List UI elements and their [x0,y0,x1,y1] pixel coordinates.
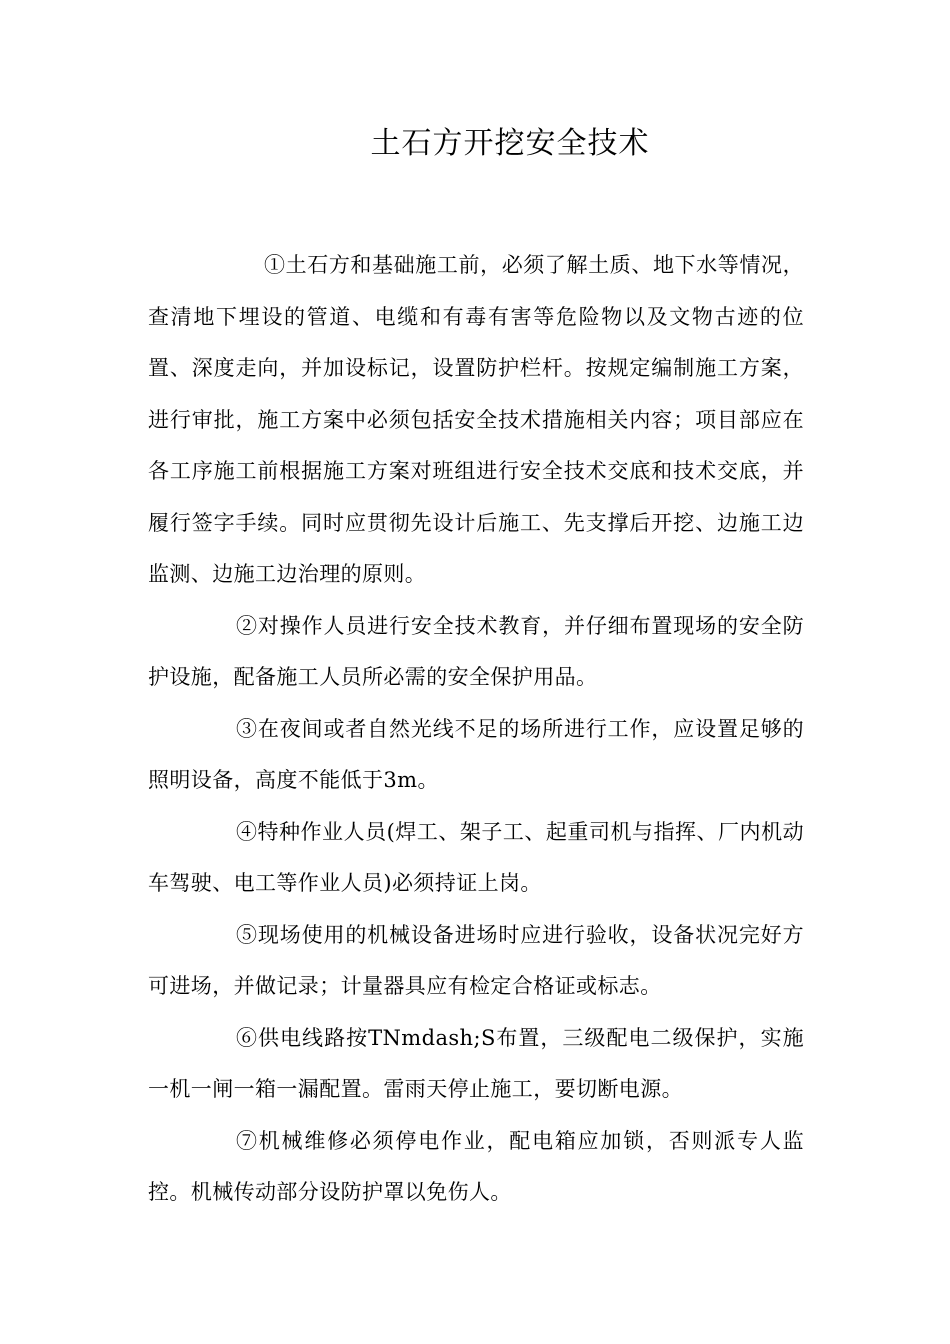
page-title: 土石方开挖安全技术 [370,126,650,161]
paragraph-1: ①土石方和基础施工前，必须了解土质、地下水等情况，查清地下埋设的管道、电缆和有毒有害等危险物以及文物古迹的位置、深度走向，并加设标记，设置防护栏杆。按规定编制施工方案，进行审批，施工方案中必须包括安全技术措施相关内容；项目部应在各工序施工前根据施工方案对班组进行安全技术交底和技术交底，并履行签字手续。同时应贯彻先设计后施工、先支撑后开挖、边施工边监测、边施工边治理的原则。 [148,253,804,586]
paragraph-5: ⑤现场使用的机械设备进场时应进行验收，设备状况完好方可进场，并做记录；计量器具应有检定合格证或标志。 [148,922,804,998]
paragraph-7: ⑦机械维修必须停电作业，配电箱应加锁，否则派专人监控。机械传动部分设防护罩以免伤人。 [148,1128,804,1204]
document-body [148,240,804,1219]
paragraph-3: ③在夜间或者自然光线不足的场所进行工作，应设置足够的照明设备，高度不能低于3m。 [148,716,804,792]
paragraph-4: ④特种作业人员(焊工、架子工、起重司机与指挥、厂内机动车驾驶、电工等作业人员)必须持证上岗。 [148,819,804,895]
paragraph-2: ②对操作人员进行安全技术教育，并仔细布置现场的安全防护设施，配备施工人员所必需的安全保护用品。 [148,613,804,689]
paragraph-6: ⑥供电线路按TNmdash;S布置，三级配电二级保护，实施一机一闸一箱一漏配置。雷雨天停止施工，要切断电源。 [148,1025,804,1101]
